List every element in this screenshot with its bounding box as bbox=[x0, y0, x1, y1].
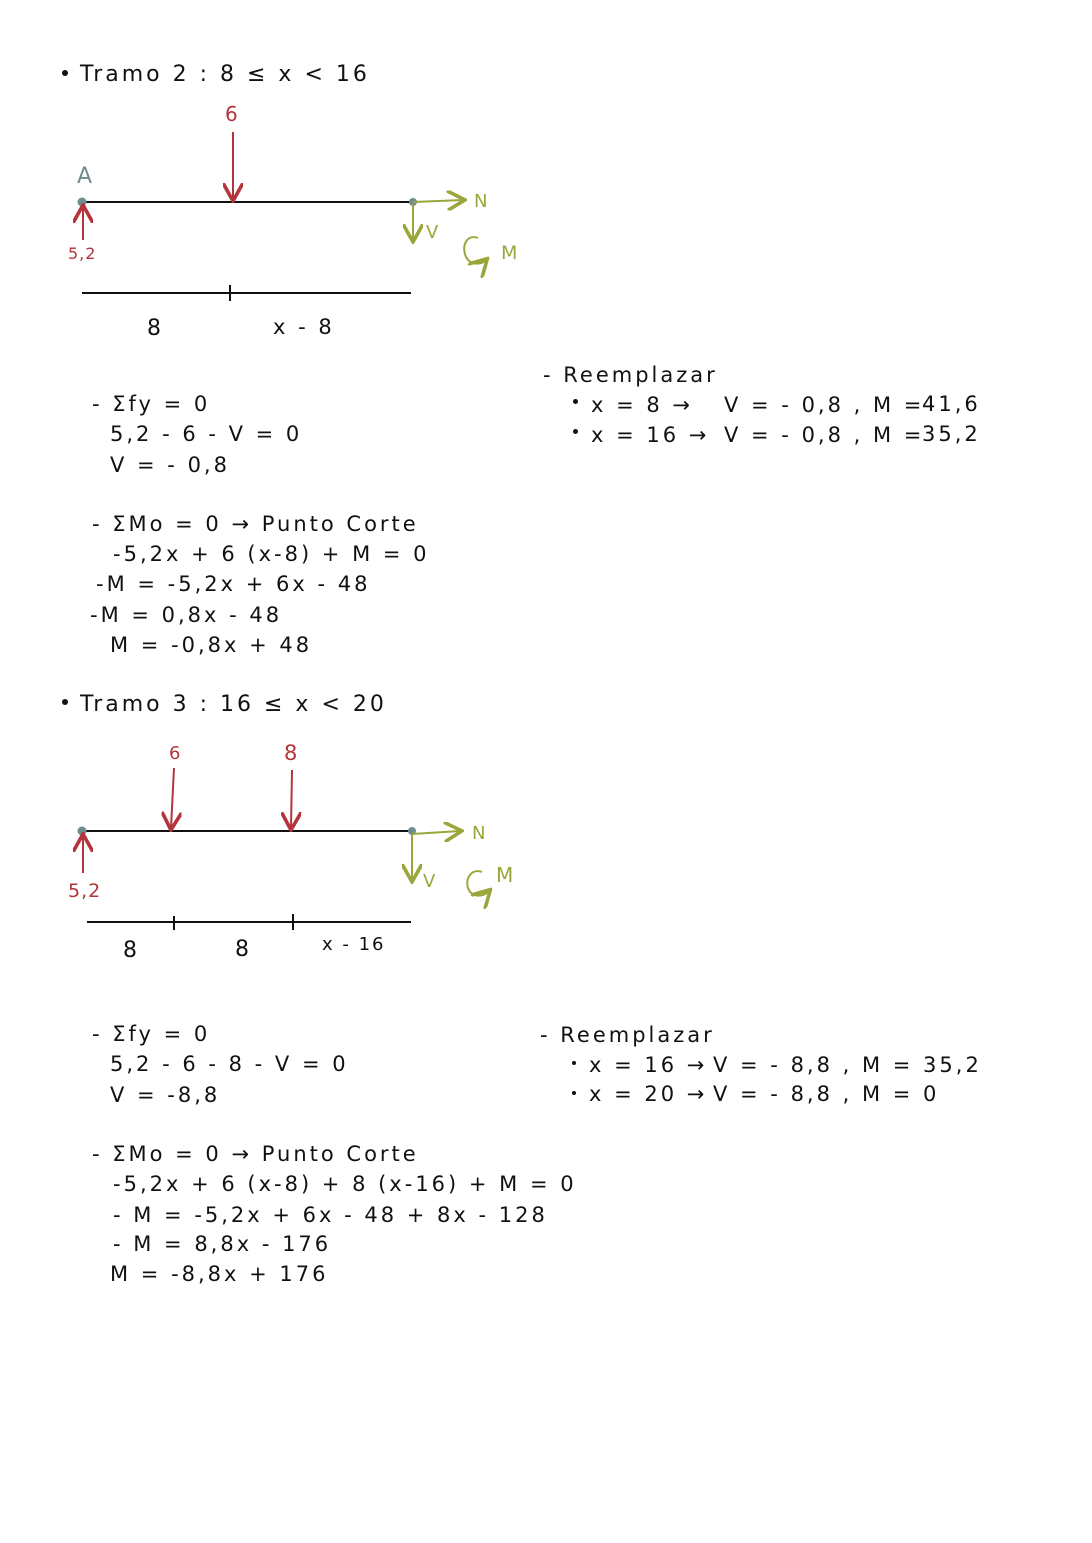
load-arrow bbox=[291, 770, 292, 828]
replace-heading: - Reemplazar bbox=[543, 363, 718, 387]
load-arrow bbox=[171, 768, 174, 828]
replace-result: V = - 0,8 , M = bbox=[724, 423, 925, 447]
bullet bbox=[572, 1091, 576, 1095]
replace-result: V = - 8,8 , M = 35,2 bbox=[713, 1053, 982, 1077]
equation-line: V = - 0,8 bbox=[110, 453, 230, 477]
replace-case: x = 16 → bbox=[591, 423, 710, 447]
equation-line: 5,2 - 6 - V = 0 bbox=[110, 422, 303, 446]
load-label: 8 bbox=[284, 741, 298, 765]
moment-label: M bbox=[501, 242, 518, 264]
replace-case: x = 20 → bbox=[589, 1082, 708, 1106]
normal-force-label: N bbox=[474, 191, 488, 212]
point-label-a: A bbox=[77, 164, 93, 189]
equation-line: M = -0,8x + 48 bbox=[110, 633, 313, 657]
dimension-label: x - 16 bbox=[322, 934, 386, 955]
equation-line: - M = -5,2x + 6x - 48 + 8x - 128 bbox=[113, 1203, 548, 1227]
replace-moment-value: 35,2 bbox=[922, 422, 981, 446]
sum-mo-heading: - ΣMo = 0 → Punto Corte bbox=[92, 512, 419, 536]
support-point bbox=[78, 827, 87, 836]
reaction-label: 5,2 bbox=[68, 880, 102, 902]
tramo-2-title: Tramo 2 : 8 ≤ x < 16 bbox=[80, 62, 370, 87]
dimension-label: 8 bbox=[147, 316, 161, 341]
replace-result: V = - 8,8 , M = 0 bbox=[713, 1082, 940, 1106]
load-label: 6 bbox=[169, 743, 181, 764]
equation-line: - M = 8,8x - 176 bbox=[113, 1232, 332, 1256]
equation-line: M = -8,8x + 176 bbox=[110, 1262, 329, 1286]
reaction-label: 5,2 bbox=[68, 244, 97, 263]
sum-fy-heading: - Σfy = 0 bbox=[92, 392, 211, 416]
dimension-label: x - 8 bbox=[273, 315, 335, 339]
equation-line: -5,2x + 6 (x-8) + 8 (x-16) + M = 0 bbox=[113, 1172, 577, 1196]
normal-force-label: N bbox=[472, 823, 486, 844]
equation-line: -M = 0,8x - 48 bbox=[90, 603, 283, 627]
replace-result: V = - 0,8 , M = bbox=[724, 393, 925, 417]
equation-line: V = -8,8 bbox=[110, 1083, 221, 1107]
moment-label: M bbox=[496, 863, 514, 887]
shear-force-label: V bbox=[426, 222, 439, 243]
normal-force-arrow bbox=[412, 831, 460, 834]
dimension-label: 8 bbox=[123, 938, 137, 963]
equation-line: 5,2 - 6 - 8 - V = 0 bbox=[110, 1052, 349, 1076]
replace-case: x = 8 → bbox=[591, 393, 694, 417]
replace-case: x = 16 → bbox=[589, 1053, 708, 1077]
equation-line: -M = -5,2x + 6x - 48 bbox=[96, 572, 371, 596]
sum-fy-heading: - Σfy = 0 bbox=[92, 1022, 211, 1046]
moment-arrow bbox=[467, 871, 489, 895]
replace-heading: - Reemplazar bbox=[540, 1023, 715, 1047]
shear-force-label: V bbox=[423, 871, 436, 892]
bullet bbox=[572, 1061, 576, 1065]
replace-moment-value: 41,6 bbox=[922, 392, 981, 416]
sum-mo-heading: - ΣMo = 0 → Punto Corte bbox=[92, 1142, 419, 1166]
load-label: 6 bbox=[225, 102, 238, 126]
tramo-3-title: Tramo 3 : 16 ≤ x < 20 bbox=[80, 692, 387, 717]
dimension-label: 8 bbox=[235, 937, 249, 962]
equation-line: -5,2x + 6 (x-8) + M = 0 bbox=[113, 542, 430, 566]
